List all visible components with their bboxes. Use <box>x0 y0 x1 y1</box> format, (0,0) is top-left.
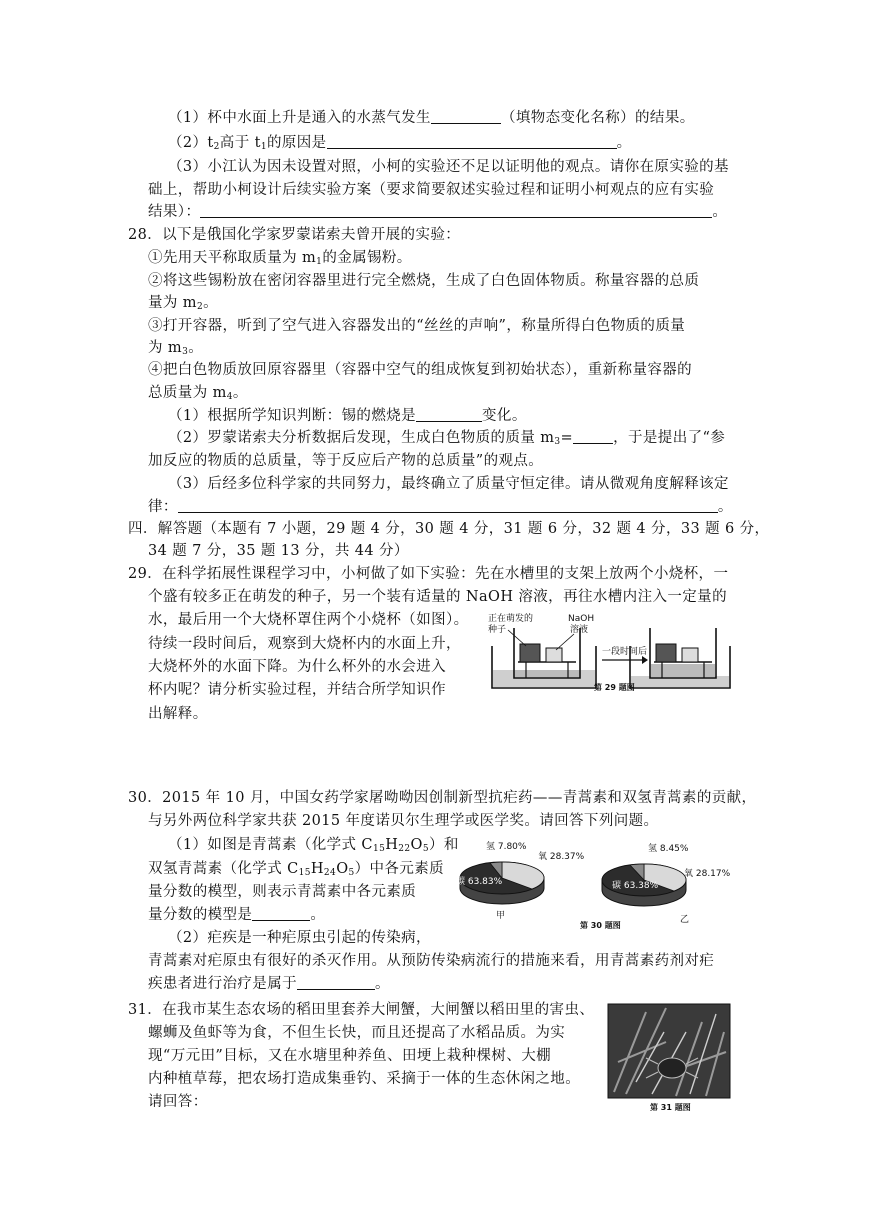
q27-part2: $(2)t_2$高于 $t_1$的原因是 。 <box>168 135 632 152</box>
q31-figure-caption: 第 31 题图 <box>650 1103 691 1112</box>
q27-answer-blank-2[interactable] <box>327 133 617 149</box>
q30-part1-line1: （1）如图是青蒿素（化学式 $C_{15}H_{22}O_5$）和 <box>168 837 459 854</box>
q27-part3-line3: 结果）： 。 <box>148 204 728 220</box>
pie1-hydrogen-label: 氢 7.80% <box>486 842 527 852</box>
seed-label-line1: 正在萌发的 <box>488 614 534 624</box>
q31-figure-crab-photo <box>606 1002 734 1114</box>
q29-line3: 水，最后用一个大烧杯罩住两个小烧杯（如图）。 <box>148 612 469 628</box>
q29-line5: 大烧杯外的水面下降。为什么杯外的水会进入 <box>148 659 446 675</box>
seed-label-line2: 种子 <box>488 625 507 635</box>
q30-part2-line2: 青蒿素对疟原虫有很好的杀灭作用。从预防传染病流行的措施来看，用青蒿素药剂对疟 <box>148 953 715 969</box>
q29-line1: 29．在科学拓展性课程学习中，小柯做了如下实验：先在水槽里的支架上放两个小烧杯，一 <box>128 566 729 582</box>
pie1-carbon-label: 碳 63.83% <box>456 877 503 887</box>
pie1-oxygen-label: 氧 28.37% <box>538 852 585 862</box>
naoh-label-line1: NaOH <box>568 614 595 624</box>
q28-step1: ①先用天平称取质量为 $m_1$的金属锡粉。 <box>148 250 412 267</box>
q28-answer-blank-3[interactable] <box>178 497 718 513</box>
q27-part1: （1）杯中水面上升是通入的水蒸气发生 （填物态变化名称）的结果。 <box>168 110 695 126</box>
pie2-hydrogen-label: 氢 8.45% <box>648 844 689 854</box>
pie2-name: 乙 <box>680 915 690 925</box>
q28-part1: （1）根据所学知识判断：锡的燃烧是 变化。 <box>168 408 527 424</box>
q30-figure-caption: 第 30 题图 <box>580 921 621 930</box>
q30-answer-blank-2[interactable] <box>297 974 375 990</box>
q30-answer-blank-1[interactable] <box>252 905 310 921</box>
arrow-label: 一段时间后 <box>602 647 648 657</box>
q27-part3-line2: 础上，帮助小柯设计后续实验方案（要求简要叙述实验过程和证明小柯观点的应有实验 <box>148 182 715 198</box>
q29-line7: 出解释。 <box>148 706 208 722</box>
q29-line2: 个盛有较多正在萌发的种子，另一个装有适量的 NaOH 溶液，再往水槽内注入一定量的 <box>148 589 727 605</box>
q27-part3-line1: （3）小江认为因未设置对照，小柯的实验还不足以证明他的观点。请你在原实验的基 <box>168 159 729 175</box>
q29-line4: 待续一段时间后，观察到大烧杯内的水面上升， <box>148 636 461 652</box>
q30-part1-line2: 双氢青蒿素（化学式 $C_{15}H_{24}O_5$）中各元素质 <box>148 861 445 878</box>
q31-line5: 请回答： <box>148 1094 208 1110</box>
water-trough-before <box>492 628 596 688</box>
pie1-name: 甲 <box>496 911 506 921</box>
section4-heading-line2: 34 题 7 分，35 题 13 分，共 44 分） <box>148 543 409 559</box>
pie2-oxygen-label: 氧 28.17% <box>684 869 731 879</box>
naoh-label-line2: 溶液 <box>570 625 589 635</box>
q30-line2: 与另外两位科学家共获 2015 年度诺贝尔生理学或医学奖。请回答下列问题。 <box>148 813 659 829</box>
q30-part2-line1: （2）疟疾是一种疟原虫引起的传染病， <box>168 930 431 946</box>
pie2-carbon-label: 碳 63.38% <box>612 881 659 891</box>
q31-line1: 31．在我市某生态农场的稻田里套养大闸蟹，大闸蟹以稻田里的害虫、 <box>128 1002 595 1018</box>
q28-answer-blank-2[interactable] <box>573 428 613 444</box>
q28-step4-line2: 总质量为 $m_4$。 <box>148 385 248 402</box>
q30-part1-line3: 量分数的模型，则表示青蒿素中各元素质 <box>148 884 417 900</box>
q28-step3-line1: ③打开容器，听到了空气进入容器发出的“丝丝的声响”，称量所得白色物质的质量 <box>148 318 686 334</box>
q31-line2: 螺蛳及鱼虾等为食，不但生长快，而且还提高了水稻品质。为实 <box>148 1025 566 1041</box>
q28-part2-line2: 加反应的物质的总质量，等于反应后产物的总质量”的观点。 <box>148 453 544 469</box>
q28-answer-blank-1[interactable] <box>416 406 482 422</box>
q28-part2-line1: （2）罗蒙诺索夫分析数据后发现，生成白色物质的质量 $m_3=$ ，于是提出了“参 <box>168 430 726 447</box>
q27-answer-blank-1[interactable] <box>431 108 501 124</box>
q30-part2-line3: 疾患者进行治疗是属于 。 <box>148 976 390 992</box>
q29-figure-caption: 第 29 题图 <box>594 683 635 692</box>
q30-part1-line4: 量分数的模型是 。 <box>148 907 326 923</box>
q28-title: 28．以下是俄国化学家罗蒙诺索夫曾开展的实验： <box>128 227 461 243</box>
q28-step3-line2: 为 $m_3$。 <box>148 340 204 357</box>
q27-answer-blank-3[interactable] <box>200 202 712 218</box>
q30-line1: 30．2015 年 10 月，中国女药学家屠呦呦因创制新型抗疟药——青蒿素和双氢青蒿素的贡献， <box>128 790 757 806</box>
crab-icon <box>658 1058 686 1078</box>
q29-line6: 杯内呢？请分析实验过程，并结合所学知识作 <box>148 682 446 698</box>
q31-line4: 内种植草莓，把农场打造成集垂钓、采摘于一体的生态休闲之地。 <box>148 1071 581 1087</box>
q28-part3-line2: 律： 。 <box>148 499 733 515</box>
q31-line3: 现“万元田”目标，又在水塘里种养鱼、田埂上栽种棵树、大棚 <box>148 1048 552 1064</box>
section4-heading-line1: 四．解答题（本题有 7 小题，29 题 4 分，30 题 4 分，31 题 6 分，32 题 4 分，33 题 6 分， <box>128 521 770 537</box>
q28-part3-line1: （3）后经多位科学家的共同努力，最终确立了质量守恒定律。请从微观角度解释该定 <box>168 476 729 492</box>
q28-step2-line2: 量为 $m_2$。 <box>148 295 219 312</box>
q28-step4-line1: ④把白色物质放回原容器里（容器中空气的组成恢复到初始状态），重新称量容器的 <box>148 362 693 378</box>
q29-figure <box>484 612 734 694</box>
q30-figure <box>452 840 734 930</box>
q28-step2-line1: ②将这些锡粉放在密闭容器里进行完全燃烧，生成了白色固体物质。称量容器的总质 <box>148 273 700 289</box>
